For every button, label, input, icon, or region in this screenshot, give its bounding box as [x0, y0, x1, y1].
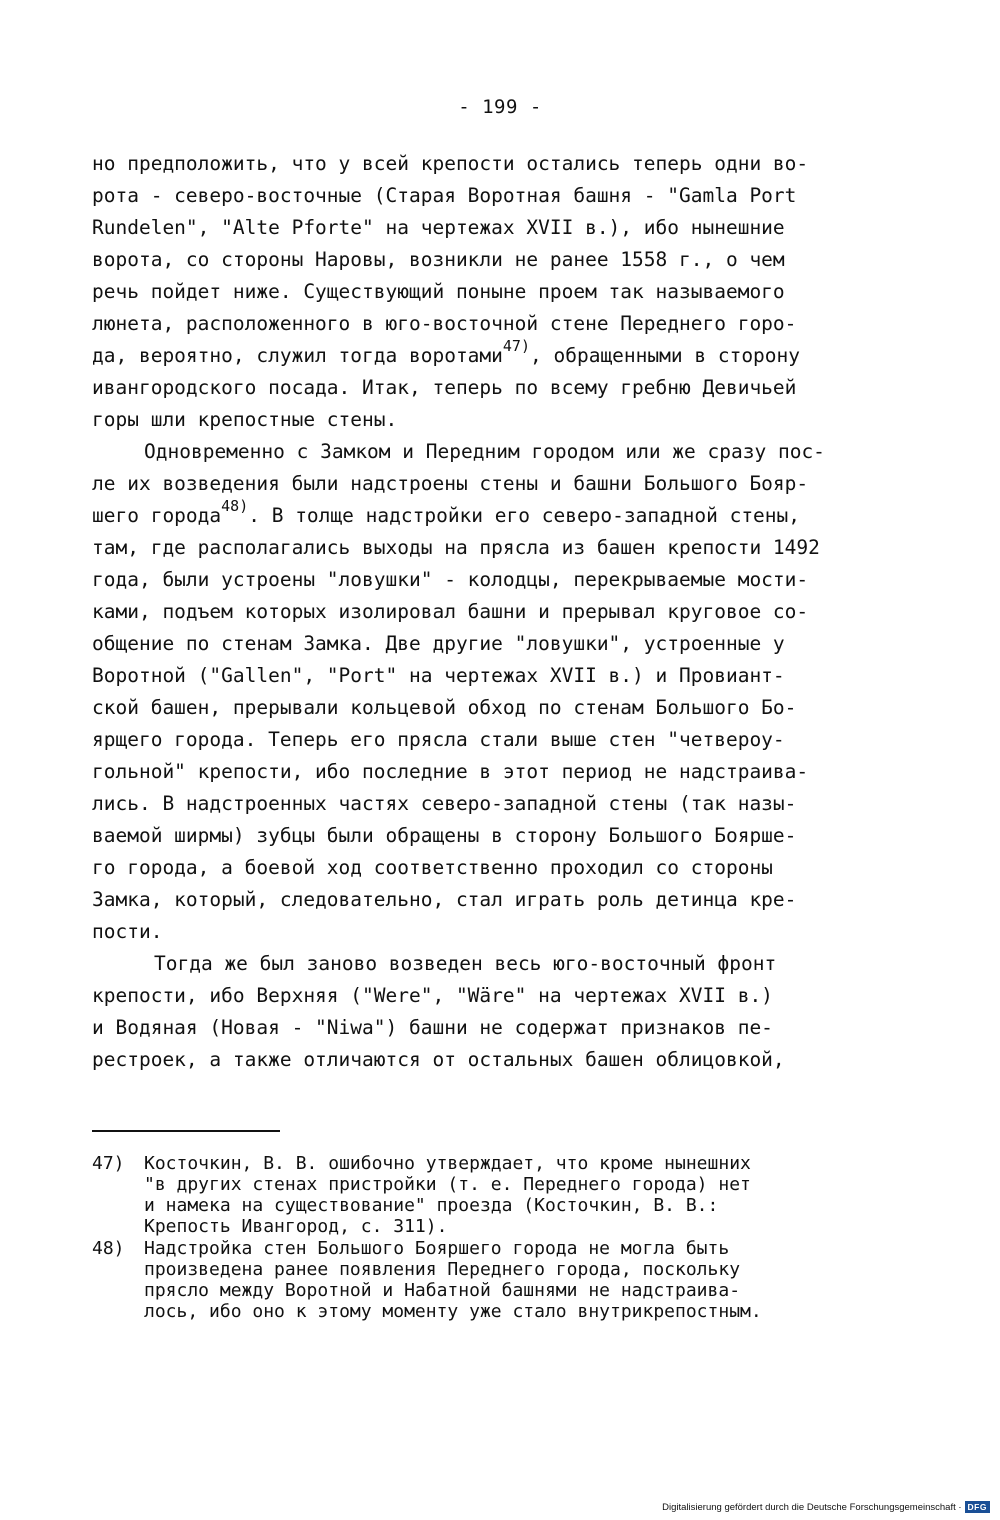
- text-line: гольной" крепости, ибо последние в этот период не надстраива-: [92, 760, 809, 783]
- text-segment: шего города: [92, 504, 222, 527]
- text-line: крепости, ибо Верхняя ("Were", "Wäre" на чертежах XVII в.): [92, 984, 773, 1007]
- text-line: ками, подъем которых изолировал башни и прерывал круговое со-: [92, 600, 809, 623]
- text-segment: да, вероятно, служил тогда воротами: [92, 344, 503, 367]
- footnote-text: "в других стенах пристройки (т. е. Переднего города) нет: [144, 1174, 751, 1195]
- footnote-47: [92, 1153, 751, 1174]
- text-line: Тогда же был заново возведен весь юго-восточный фронт: [154, 952, 777, 975]
- text-line: рота - северо-восточные (Старая Воротная башня - "Gamla Port: [92, 184, 797, 207]
- page-number: - 199 -: [458, 96, 542, 118]
- footnote-ref-47: 47): [502, 337, 530, 355]
- text-line: ворота, со стороны Наровы, возникли не ранее 1558 г., о чем: [92, 248, 785, 271]
- digitization-credit: [662, 1501, 990, 1513]
- text-line: лись. В надстроенных частях северо-западной стены (так назы-: [92, 792, 797, 815]
- text-line: общение по стенам Замка. Две другие "ловушки", устроенные у: [92, 632, 785, 655]
- footnote-text: Косточкин, В. В. ошибочно утверждает, что кроме нынешних: [144, 1153, 751, 1174]
- text-line: и Водяная (Новая - "Niwa") башни не содержат признаков пе-: [92, 1016, 773, 1039]
- text-line: речь пойдет ниже. Существующий поныне проем так называемого: [92, 280, 785, 303]
- text-line: ской башен, прерывали кольцевой обход по стенам Большого Бо-: [92, 696, 797, 719]
- credit-text: Digitalisierung gefördert durch die Deutsche Forschungsgemeinschaft ·: [662, 1501, 962, 1513]
- text-line: Воротной ("Gallen", "Port" на чертежах XVII в.) и Провиант-: [92, 664, 785, 687]
- text-line: горы шли крепостные стены.: [92, 408, 398, 431]
- footnote-text: Надстройка стен Большого Бояршего города не могла быть: [144, 1238, 730, 1259]
- footnote-ref-48: 48): [221, 497, 249, 515]
- text-line: [92, 497, 801, 532]
- text-line: Rundelen", "Alte Pforte" на чертежах XVII в.), ибо нынешние: [92, 216, 785, 239]
- text-line: [92, 337, 801, 372]
- footnote-number: 47): [92, 1153, 125, 1174]
- footnote-text: Крепость Ивангород, с. 311).: [144, 1216, 448, 1237]
- text-line: там, где располагались выходы на прясла из башен крепости 1492: [92, 536, 820, 559]
- footnote-number: 48): [92, 1238, 125, 1259]
- text-line: рестроек, а также отличаются от остальных башен облицовкой,: [92, 1048, 785, 1071]
- footnote-48: [92, 1238, 729, 1259]
- footnote-text: прясло между Воротной и Набатной башнями не надстраива-: [144, 1280, 741, 1301]
- text-segment: , обращенными в сторону: [530, 344, 801, 367]
- text-segment: . В толще надстройки его северо-западной стены,: [248, 504, 801, 527]
- text-line: люнета, расположенного в юго-восточной стене Переднего горо-: [92, 312, 797, 335]
- text-line: ивангородского посада. Итак, теперь по всему гребню Девичьей: [92, 376, 797, 399]
- text-line: го города, а боевой ход соответственно проходил со стороны: [92, 856, 773, 879]
- dfg-logo-icon: DFG: [965, 1501, 990, 1513]
- footnote-text: лось, ибо оно к этому моменту уже стало внутрикрепостным.: [144, 1301, 762, 1322]
- text-line: но предположить, что у всей крепости остались теперь одни во-: [92, 152, 809, 175]
- text-line: Одновременно с Замком и Передним городом или же сразу пос-: [144, 440, 825, 463]
- text-line: года, были устроены "ловушки" - колодцы, перекрываемые мости-: [92, 568, 809, 591]
- text-line: ярщего города. Теперь его прясла стали выше стен "четвероу-: [92, 728, 785, 751]
- text-line: пости.: [92, 920, 163, 943]
- text-line: ле их возведения были надстроены стены и башни Большого Бояр-: [92, 472, 809, 495]
- text-line: ваемой ширмы) зубцы были обращены в сторону Большого Бояршe-: [92, 824, 797, 847]
- text-line: Замка, который, следовательно, стал играть роль детинца кре-: [92, 888, 797, 911]
- footnote-text: произведена ранее появления Переднего города, поскольку: [144, 1259, 741, 1280]
- footnote-text: и намека на существование" проезда (Косточкин, В. В.:: [144, 1195, 719, 1216]
- footnote-divider: [92, 1130, 280, 1132]
